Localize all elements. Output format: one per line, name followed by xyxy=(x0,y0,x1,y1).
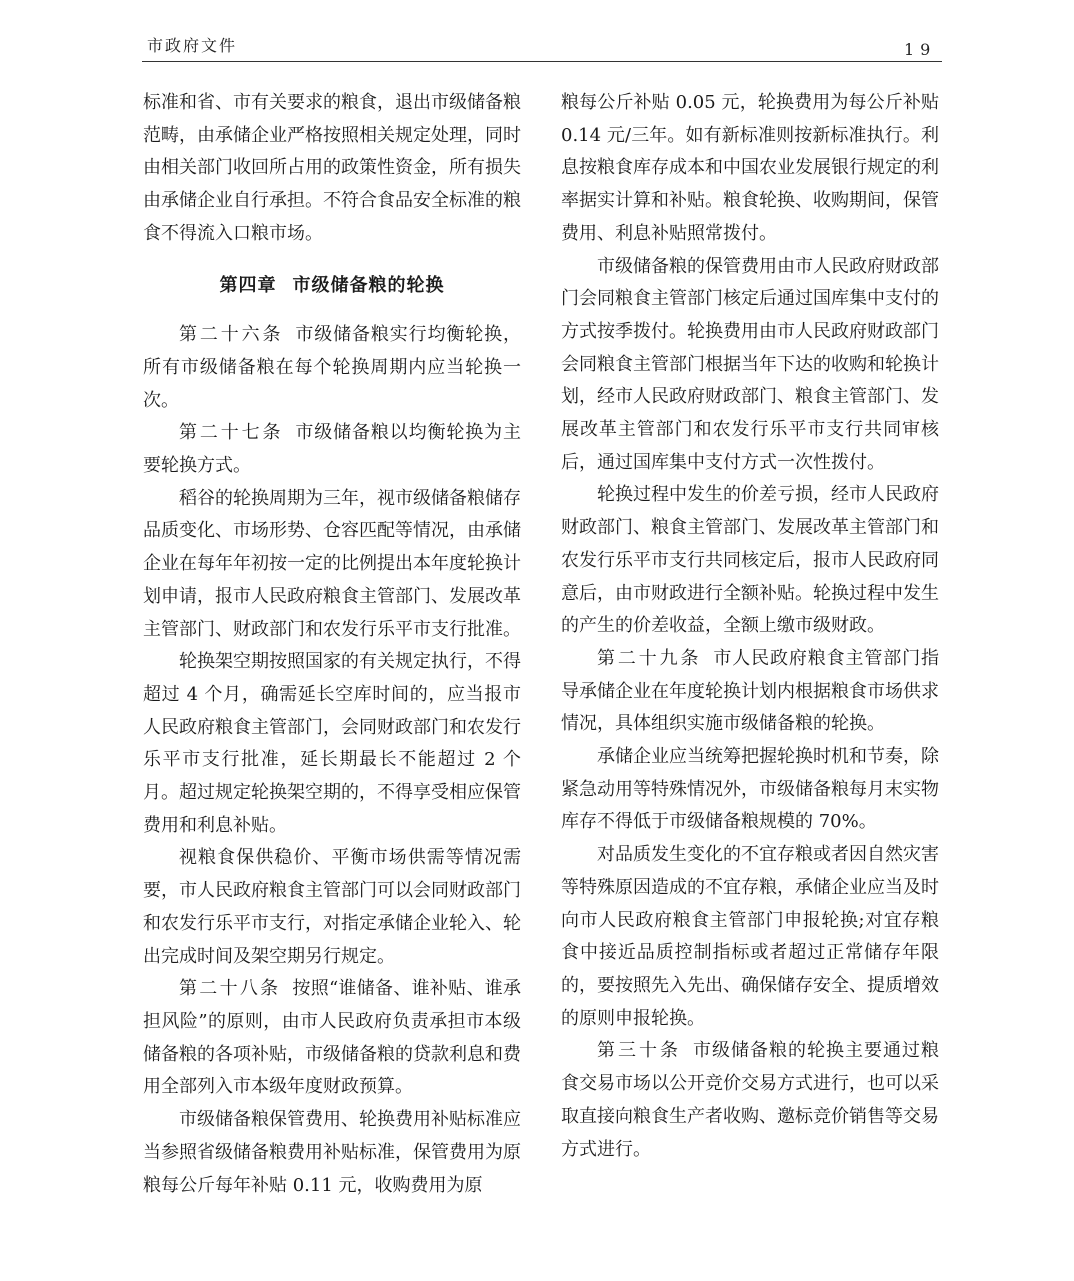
left-column xyxy=(143,87,521,1202)
article-26 xyxy=(143,319,521,417)
article-text: 市人民政府粮食主管部门指导承储企业在年度轮换计划内根据粮食市场供求情况，具体组织实施市级储备粮的轮换。 xyxy=(561,647,939,735)
paragraph-price-loss: 轮换过程中发生的价差亏损，经市人民政府财政部门、粮食主管部门、发展改革主管部门和农发行乐平市支行共同核定后，报市人民政府同意后，由市财政进行全额补贴。轮换过程中发生的产生的价差收益，全额上缴市级财政。 xyxy=(561,484,939,637)
article-29 xyxy=(561,643,939,741)
header-divider xyxy=(142,61,942,62)
paragraph-quality-change: 对品质发生变化的不宜存粮或者因自然灾害等特殊原因造成的不宜存粮，承储企业应当及时向市人民政府粮食主管部门申报轮换;对宜存粮食中接近品质控制指标或者超过正常储存年限的，要按照先入先出、确保储存安全、提质增效的原则申报轮换。 xyxy=(561,844,939,1029)
article-label: 第三十条 xyxy=(597,1040,681,1062)
paragraph-market-supply: 视粮食保供稳价、平衡市场供需等情况需要，市人民政府粮食主管部门可以会同财政部门和农发行乐平市支行，对指定承储企业轮入、轮出完成时间及架空期另行规定。 xyxy=(143,847,521,967)
article-label: 第二十七条 xyxy=(179,422,284,444)
paragraph-fee-standards: 市级储备粮保管费用、轮换费用补贴标准应当参照省级储备粮费用补贴标准，保管费用为原粮每公斤每年补贴 0.11 元，收购费用为原 xyxy=(143,1109,521,1196)
paragraph-rotation-timing: 承储企业应当统筹把握轮换时机和节奏，除紧急动用等特殊情况外，市级储备粮每月末实物库存不得低于市级储备粮规模的 70%。 xyxy=(561,746,939,833)
article-text: 市级储备粮的轮换主要通过粮食交易市场以公开竞价交易方式进行，也可以采取直接向粮食生产者收购、邀标竞价销售等交易方式进行。 xyxy=(561,1040,939,1160)
right-column xyxy=(561,87,939,1166)
chapter-title: 市级储备粮的轮换 xyxy=(292,274,445,296)
article-text: 市级储备粮实行均衡轮换，所有市级储备粮在每个轮换周期内应当轮换一次。 xyxy=(143,324,521,411)
article-30 xyxy=(561,1035,939,1166)
article-label: 第二十六条 xyxy=(179,324,284,346)
paragraph-continuation: 粮每公斤补贴 0.05 元，轮换费用为每公斤补贴 0.14 元/三年。如有新标准则按新标准执行。利息按粮食库存成本和中国农业发展银行规定的利率据实计算和补贴。粮食轮换、收购期间，保管费用、利息补贴照常拨付。 xyxy=(561,92,939,244)
article-text: 按照“谁储备、谁补贴、谁承担风险”的原则，由市人民政府负责承担市本级储备粮的各项补贴，市级储备粮的贷款利息和费用全部列入市本级年度财政预算。 xyxy=(143,978,522,1098)
chapter-heading xyxy=(143,270,521,303)
article-label: 第二十九条 xyxy=(597,647,702,669)
article-label: 第二十八条 xyxy=(179,978,281,1000)
paragraph-rice-cycle: 稻谷的轮换周期为三年，视市级储备粮储存品质变化、市场形势、仓容匹配等情况，由承储企业在每年年初按一定的比例提出本年度轮换计划申请，报市人民政府粮食主管部门、发展改革主管部门、财政部门和农发行乐平市支行批准。 xyxy=(143,487,521,640)
header-title: 市政府文件 xyxy=(147,36,238,55)
paragraph-storage-fees: 市级储备粮的保管费用由市人民政府财政部门会同粮食主管部门核定后通过国库集中支付的方式按季拨付。轮换费用由市人民政府财政部门会同粮食主管部门根据当年下达的收购和轮换计划，经市人民政府财政部门、粮食主管部门、发展改革主管部门和农发行乐平市支行共同审核后，通过国库集中支付方式一次性拨付。 xyxy=(561,255,939,473)
article-28 xyxy=(143,973,521,1104)
paragraph-continuation: 标准和省、市有关要求的粮食，退出市级储备粮范畴，由承储企业严格按照相关规定处理，同时由相关部门收回所占用的政策性资金，所有损失由承储企业自行承担。不符合食品安全标准的粮食不得流入口粮市场。 xyxy=(143,92,521,244)
article-text: 市级储备粮以均衡轮换为主要轮换方式。 xyxy=(143,422,521,477)
article-27 xyxy=(143,417,521,482)
page-number: 19 xyxy=(904,40,937,59)
chapter-number: 第四章 xyxy=(219,274,277,296)
paragraph-vacancy-period: 轮换架空期按照国家的有关规定执行，不得超过 4 个月，确需延长空库时间的，应当报市人民政府粮食主管部门，会同财政部门和农发行乐平市支行批准，延长期最长不能超过 2 个月。超过规定轮换架空期的，不得享受相应保管费用和利息补贴。 xyxy=(143,651,521,836)
